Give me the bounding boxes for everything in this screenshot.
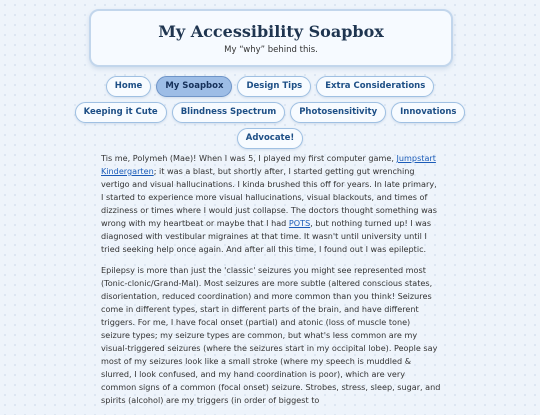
nav-photosensitivity-button[interactable]: Photosensitivity	[290, 102, 386, 123]
article-paragraph-1	[101, 152, 441, 256]
pots-link[interactable]: POTS	[288, 218, 311, 228]
nav-innovations-button[interactable]: Innovations	[391, 102, 465, 123]
nav-home-button[interactable]: Home	[106, 76, 152, 97]
nav-row	[0, 76, 540, 97]
nav-design-tips-button[interactable]: Design Tips	[237, 76, 311, 97]
paragraph-text: Tis me, Polymeh (Mae)! When I was 5, I played my first computer game,	[101, 153, 397, 163]
nav-advocate-button[interactable]: Advocate!	[237, 128, 304, 149]
jumpstart-kindergarten-link[interactable]: Jumpstart Kindergarten	[101, 153, 436, 176]
nav-blindness-spectrum-button[interactable]: Blindness Spectrum	[172, 102, 286, 123]
nav-row	[0, 102, 540, 123]
nav-my-soapbox-button[interactable]: My Soapbox	[156, 76, 232, 97]
main-nav	[0, 76, 540, 154]
article-content	[101, 152, 441, 415]
site-title: My Accessibility Soapbox	[158, 22, 384, 41]
site-tagline: My “why” behind this.	[224, 45, 318, 55]
nav-keeping-it-cute-button[interactable]: Keeping it Cute	[75, 102, 167, 123]
article-paragraph-2: Epilepsy is more than just the 'classic' seizures you might see represented most (Tonic-clonic/Grand-Mal). Most seizures are more subtle (altered conscious states, disorientation, reduced coordination) and more common than you think! Seizures come in different types, start in different parts of the brain, and have different triggers. For me, I have focal onset (partial) and atonic (loss of muscle tone) seizure types; my seizure types are common, but what's less common are my visual-triggered seizures (where the seizures start in my occipital lobe). People say most of my seizures look like a small stroke (where my speech is muddled & slurred, I look confused, and my hand coordination is poor), which are very common signs of a common (focal onset) seizure. Strobes, stress, sleep, sugar, and spirits (alcohol) are my triggers (in order of biggest to	[101, 265, 441, 405]
paragraph-text: ; it was a blast, but shortly after, I started getting gut wrenching vertigo and visual hallucinations. I kinda brushed this off for years. In late primary, I started to experience more visual hallucinations, visual blackouts, and times of dizziness or times where I would just collapse. The doctors thought something was wrong with my heartbeat or maybe that I had	[101, 166, 437, 228]
nav-extra-considerations-button[interactable]: Extra Considerations	[316, 76, 434, 97]
paragraph-text: , but nothing turned up! I was diagnosed with vestibular migraines at that time. It wasn't until university until I tried seeking help once again. And after all this time, I found out I was epileptic.	[101, 218, 432, 254]
nav-row	[0, 128, 540, 149]
site-header	[89, 9, 453, 67]
